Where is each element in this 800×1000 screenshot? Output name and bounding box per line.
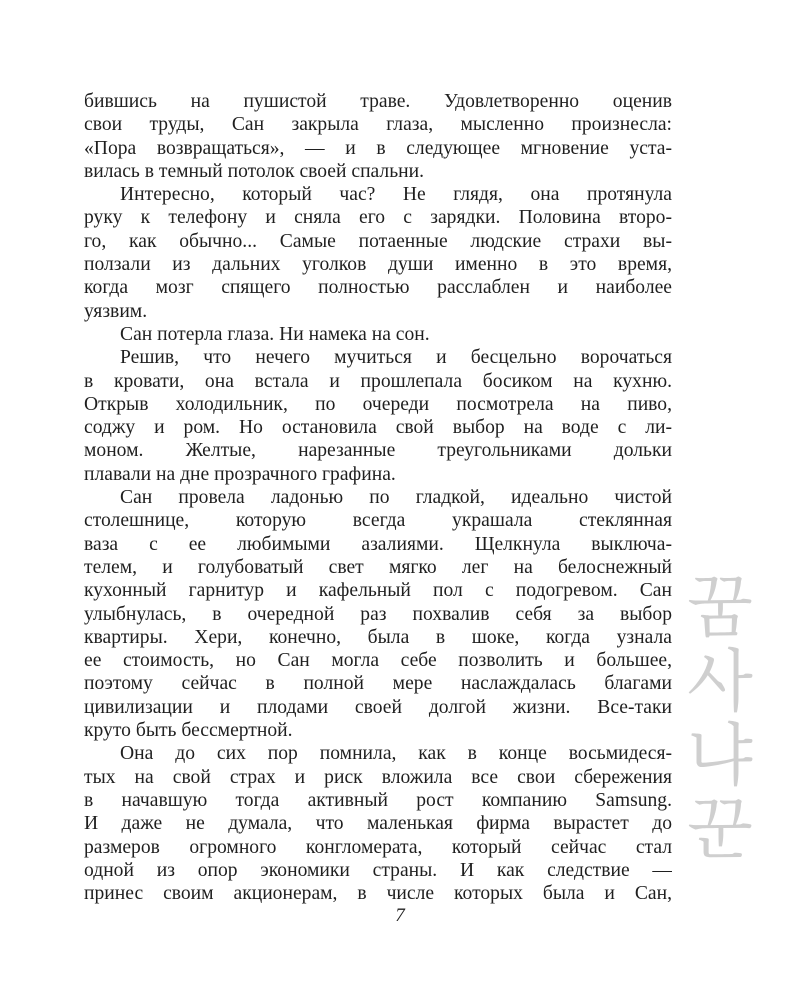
text-line: тых на свой страх и риск вложила все свои сбережения [84, 766, 672, 788]
text-line: в кровати, она встала и прошлепала босиком на кухню. [84, 370, 672, 392]
text-line: когда мозг спящего полностью расслаблен и наиболее [84, 277, 672, 299]
text-line: Интересно, который час? Не глядя, она протянула [120, 184, 672, 206]
text-line: цивилизации и плодами своей долгой жизни. Все-таки [84, 696, 672, 718]
text-line: «Пора возвращаться», — и в следующее мгновение уста- [84, 137, 672, 159]
page-number: 7 [395, 905, 405, 926]
text-line: вилась в темный потолок своей спальни. [84, 160, 425, 182]
text-line: ползали из дальних уголков души именно в это время, [84, 254, 672, 276]
title-glyph: 꾼 [687, 791, 753, 870]
text-line: кухонный гарнитур и кафельный пол с подогревом. Сан [84, 580, 672, 602]
text-line: уязвим. [84, 300, 148, 322]
text-line: свои труды, Сан закрыла глаза, мысленно произнесла: [84, 114, 672, 136]
text-line: круто быть бессмертной. [84, 720, 293, 742]
text-line: квартиры. Хери, конечно, была в шоке, когда узнала [84, 626, 672, 648]
text-line: размеров огромного конгломерата, который сейчас стал [84, 836, 672, 858]
text-line: моном. Желтые, нарезанные треугольниками дольки [84, 440, 672, 462]
text-line: соджу и ром. Но остановила свой выбор на воде с ли- [84, 417, 672, 439]
text-line: руку к телефону и сняла его с зарядки. Половина второ- [84, 207, 672, 229]
text-line: Сан потерла глаза. Ни намека на сон. [120, 323, 430, 345]
text-line: И даже не думала, что маленькая фирма вырастет до [84, 813, 672, 835]
title-glyph: 사 [687, 643, 753, 722]
text-line: Решив, что нечего мучиться и бесцельно ворочаться [120, 347, 672, 369]
text-line: Сан провела ладонью по гладкой, идеально чистой [120, 487, 672, 509]
title-glyph: 냐 [687, 717, 753, 796]
title-glyph: 꿈 [687, 569, 753, 648]
text-line: улыбнулась, в очередной раз похвалив себя за выбор [84, 603, 672, 625]
text-line: Она до сих пор помнила, как в конце восьмидеся- [120, 743, 672, 765]
text-line: Открыв холодильник, по очереди посмотрела на пиво, [84, 393, 672, 415]
body-text [84, 90, 672, 905]
text-line: го, как обычно... Самые потаенные людские страхи вы- [84, 230, 672, 252]
vertical-korean-title [676, 569, 764, 870]
text-line: поэтому сейчас в полной мере наслаждалась благами [84, 673, 672, 695]
text-line: телем, и голубоватый свет мягко лег на белоснежный [84, 556, 672, 578]
text-line: одной из опор экономики страны. И как следствие — [84, 859, 672, 881]
text-line: бившись на пушистой траве. Удовлетворенно оценив [84, 91, 672, 112]
text-line: плавали на дне прозрачного графина. [84, 463, 396, 485]
text-line: ваза с ее любимыми азалиями. Щелкнула выключа- [84, 533, 672, 555]
text-line: принес своим акционерам, в числе которых была и Сан, [84, 883, 672, 905]
text-line: столешнице, которую всегда украшала стеклянная [84, 510, 672, 532]
text-line: в начавшую тогда активный рост компанию Samsung. [84, 789, 672, 811]
text-line: ее стоимость, но Сан могла себе позволить и большее, [84, 650, 672, 672]
